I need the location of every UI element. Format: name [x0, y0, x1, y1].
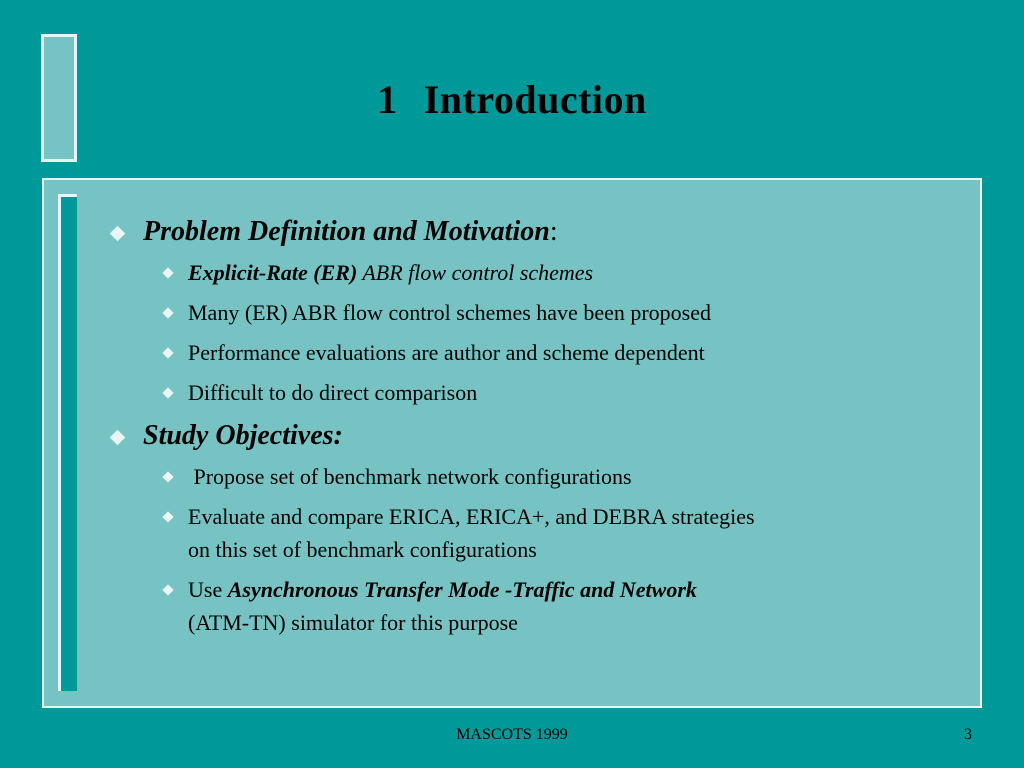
- slide-title: [0, 76, 1024, 123]
- diamond-bullet-icon: [162, 584, 173, 595]
- decorative-bar-left: [58, 194, 77, 691]
- list-item: [153, 336, 948, 369]
- title-number: 1: [377, 77, 398, 122]
- heading-text: Problem Definition and Motivation: [143, 216, 550, 247]
- bullet-list: [108, 212, 948, 646]
- list-item: [153, 460, 948, 493]
- list-item: [153, 500, 948, 566]
- list-item: [153, 256, 948, 289]
- diamond-bullet-icon: [110, 226, 126, 242]
- item-text: ABR flow control schemes: [357, 260, 594, 285]
- item-text: Many (ER) ABR flow control schemes have been proposed: [188, 300, 711, 325]
- heading-text: Study Objectives:: [143, 420, 343, 451]
- item-text: Difficult to do direct comparison: [188, 380, 478, 405]
- list-item: [153, 376, 948, 409]
- item-text: Evaluate and compare ERICA, ERICA+, and DEBRA strategies: [188, 504, 755, 529]
- item-text: Use: [188, 577, 228, 602]
- section-heading-problem: [108, 212, 948, 252]
- diamond-bullet-icon: [162, 267, 173, 278]
- diamond-bullet-icon: [162, 347, 173, 358]
- list-item: [153, 573, 948, 639]
- diamond-bullet-icon: [162, 307, 173, 318]
- item-emphasis: Explicit-Rate (ER): [188, 260, 358, 285]
- item-emphasis: Asynchronous Transfer Mode -Traffic and Network: [227, 577, 697, 602]
- diamond-bullet-icon: [162, 387, 173, 398]
- diamond-bullet-icon: [162, 471, 173, 482]
- footer-conference: MASCOTS 1999: [456, 726, 568, 743]
- diamond-bullet-icon: [162, 511, 173, 522]
- section-heading-objectives: [108, 416, 948, 456]
- diamond-bullet-icon: [110, 430, 126, 446]
- heading-colon: :: [549, 216, 558, 247]
- footer-page-number: 3: [964, 726, 972, 743]
- item-text: Propose set of benchmark network configurations: [188, 464, 632, 489]
- list-item: [153, 296, 948, 329]
- item-text: Performance evaluations are author and scheme dependent: [188, 340, 705, 365]
- item-text-continued: on this set of benchmark configurations: [188, 537, 537, 562]
- item-text-continued: (ATM-TN) simulator for this purpose: [188, 610, 518, 635]
- title-text: Introduction: [423, 77, 647, 122]
